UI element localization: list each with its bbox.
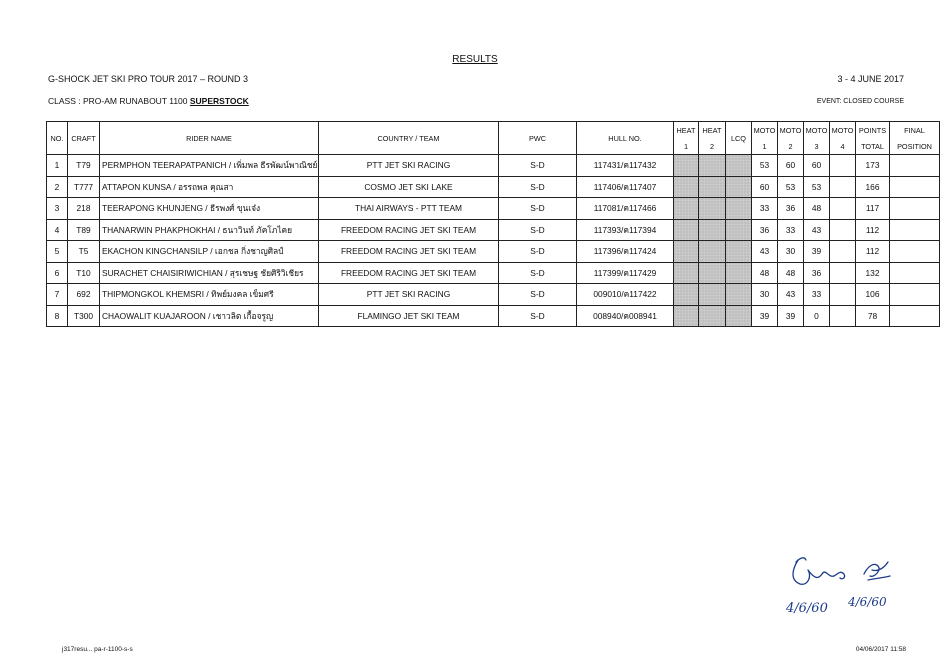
cell-moto-1: 43 (752, 241, 778, 263)
cell-moto-4 (830, 284, 856, 306)
cell-final (890, 284, 940, 306)
cell-hull: 117406/ค117407 (577, 176, 674, 198)
cell-lcq (726, 176, 752, 198)
cell-no: 5 (47, 241, 68, 263)
handwritten-signatures (778, 550, 908, 630)
cell-moto-3: 48 (804, 198, 830, 220)
cell-moto-2: 53 (778, 176, 804, 198)
cell-rider: ATTAPON KUNSA / อรรถพล คุณสา (100, 176, 319, 198)
header-position: POSITION (890, 138, 940, 155)
cell-no: 6 (47, 262, 68, 284)
header-lcq: LCQ (726, 122, 752, 155)
cell-heat-2 (699, 262, 726, 284)
cell-total: 78 (856, 305, 890, 327)
cell-moto-1: 39 (752, 305, 778, 327)
cell-hull: 117393/ค117394 (577, 219, 674, 241)
event-date: 3 - 4 JUNE 2017 (837, 74, 904, 84)
cell-moto-1: 53 (752, 155, 778, 177)
header-moto-2: MOTO (778, 122, 804, 139)
header-heat-1: HEAT (674, 122, 699, 139)
cell-lcq (726, 198, 752, 220)
cell-moto-4 (830, 241, 856, 263)
cell-heat-2 (699, 284, 726, 306)
cell-pwc: S-D (499, 176, 577, 198)
cell-team: FREEDOM RACING JET SKI TEAM (319, 219, 499, 241)
page-title: RESULTS (452, 54, 498, 65)
cell-moto-3: 36 (804, 262, 830, 284)
cell-moto-2: 30 (778, 241, 804, 263)
cell-total: 166 (856, 176, 890, 198)
table-row (47, 262, 940, 284)
cell-hull: 117081/ค117466 (577, 198, 674, 220)
cell-final (890, 219, 940, 241)
cell-pwc: S-D (499, 305, 577, 327)
cell-rider: CHAOWALIT KUAJAROON / เชาวลิต เกื้อจรูญ (100, 305, 319, 327)
cell-pwc: S-D (499, 241, 577, 263)
cell-hull: 117396/ค117424 (577, 241, 674, 263)
cell-moto-2: 33 (778, 219, 804, 241)
table-row (47, 305, 940, 327)
cell-rider: EKACHON KINGCHANSILP / เอกชล กิ่งชาญศิลป์ (100, 241, 319, 263)
cell-heat-2 (699, 176, 726, 198)
cell-craft: 218 (68, 198, 100, 220)
results-table (46, 121, 940, 327)
cell-team: FREEDOM RACING JET SKI TEAM (319, 241, 499, 263)
cell-craft: T5 (68, 241, 100, 263)
header-points: POINTS (856, 122, 890, 139)
cell-total: 117 (856, 198, 890, 220)
cell-heat-2 (699, 219, 726, 241)
cell-final (890, 176, 940, 198)
table-row (47, 155, 940, 177)
cell-total: 106 (856, 284, 890, 306)
cell-lcq (726, 241, 752, 263)
cell-pwc: S-D (499, 219, 577, 241)
cell-moto-2: 60 (778, 155, 804, 177)
footer-file-name: j317resu... pa-r-1100-s-s (62, 646, 133, 653)
cell-total: 132 (856, 262, 890, 284)
signature-stroke-2 (796, 558, 806, 562)
cell-pwc: S-D (499, 198, 577, 220)
cell-moto-1: 60 (752, 176, 778, 198)
cell-hull: 117431/ค117432 (577, 155, 674, 177)
cell-heat-1 (674, 176, 699, 198)
header-moto-1: MOTO (752, 122, 778, 139)
cell-heat-2 (699, 198, 726, 220)
header-heat-1-num: 1 (674, 138, 699, 155)
cell-moto-1: 30 (752, 284, 778, 306)
cell-team: THAI AIRWAYS - PTT TEAM (319, 198, 499, 220)
cell-heat-1 (674, 305, 699, 327)
cell-team: FLAMINGO JET SKI TEAM (319, 305, 499, 327)
cell-pwc: S-D (499, 155, 577, 177)
table-row (47, 176, 940, 198)
event-name: G-SHOCK JET SKI PRO TOUR 2017 – ROUND 3 (48, 74, 249, 84)
cell-heat-1 (674, 219, 699, 241)
header-moto-2-num: 2 (778, 138, 804, 155)
cell-heat-1 (674, 198, 699, 220)
cell-rider: PERMPHON TEERAPATPANICH / เพิ่มพล ธีรพัฒน์พาณิชย์ (100, 155, 319, 177)
cell-total: 173 (856, 155, 890, 177)
cell-final (890, 262, 940, 284)
table-row (47, 241, 940, 263)
cell-team: PTT JET SKI RACING (319, 155, 499, 177)
cell-moto-4 (830, 262, 856, 284)
cell-no: 7 (47, 284, 68, 306)
cell-pwc: S-D (499, 262, 577, 284)
cell-craft: T79 (68, 155, 100, 177)
header-country-team: COUNTRY / TEAM (319, 122, 499, 155)
cell-rider: THIPMONGKOL KHEMSRI / ทิพย์มงคล เข็มศรี (100, 284, 319, 306)
header-no: NO. (47, 122, 68, 155)
cell-moto-3: 39 (804, 241, 830, 263)
header-moto-4-num: 4 (830, 138, 856, 155)
class-highlight: SUPERSTOCK (189, 96, 249, 106)
cell-moto-3: 0 (804, 305, 830, 327)
signature-date-1: 4/6/60 (786, 601, 828, 616)
header-row-1 (47, 122, 940, 139)
cell-final (890, 305, 940, 327)
cell-team: FREEDOM RACING JET SKI TEAM (319, 262, 499, 284)
cell-moto-3: 60 (804, 155, 830, 177)
cell-moto-1: 33 (752, 198, 778, 220)
cell-hull: 008940/ค008941 (577, 305, 674, 327)
cell-pwc: S-D (499, 284, 577, 306)
cell-no: 4 (47, 219, 68, 241)
header-moto-4: MOTO (830, 122, 856, 139)
cell-craft: T300 (68, 305, 100, 327)
cell-heat-1 (674, 241, 699, 263)
cell-no: 2 (47, 176, 68, 198)
cell-heat-1 (674, 155, 699, 177)
event-type: EVENT: CLOSED COURSE (816, 98, 904, 105)
table-row (47, 198, 940, 220)
cell-total: 112 (856, 241, 890, 263)
header-moto-3: MOTO (804, 122, 830, 139)
cell-rider: TEERAPONG KHUNJENG / ธีรพงศ์ ขุนเจ๋ง (100, 198, 319, 220)
cell-moto-4 (830, 219, 856, 241)
header-craft: CRAFT (68, 122, 100, 155)
cell-no: 1 (47, 155, 68, 177)
cell-lcq (726, 262, 752, 284)
cell-team: PTT JET SKI RACING (319, 284, 499, 306)
cell-moto-4 (830, 176, 856, 198)
header-final: FINAL (890, 122, 940, 139)
cell-lcq (726, 155, 752, 177)
cell-lcq (726, 284, 752, 306)
header-total: TOTAL (856, 138, 890, 155)
cell-hull: 117399/ค117429 (577, 262, 674, 284)
cell-moto-1: 48 (752, 262, 778, 284)
cell-craft: 692 (68, 284, 100, 306)
cell-hull: 009010/ค117422 (577, 284, 674, 306)
cell-moto-4 (830, 198, 856, 220)
cell-moto-2: 48 (778, 262, 804, 284)
header-hull: HULL NO. (577, 122, 674, 155)
class-line (48, 96, 249, 106)
cell-no: 8 (47, 305, 68, 327)
cell-craft: T777 (68, 176, 100, 198)
cell-moto-2: 36 (778, 198, 804, 220)
cell-team: COSMO JET SKI LAKE (319, 176, 499, 198)
header-moto-3-num: 3 (804, 138, 830, 155)
cell-total: 112 (856, 219, 890, 241)
table-row (47, 219, 940, 241)
cell-final (890, 155, 940, 177)
header-rider: RIDER NAME (100, 122, 319, 155)
cell-rider: THANARWIN PHAKPHOKHAI / ธนาวินท์ ภัคโภไคย (100, 219, 319, 241)
signature-stroke-1 (793, 560, 845, 584)
cell-rider: SURACHET CHAISIRIWICHIAN / สุรเชษฐ ชัยศิริวิเชียร (100, 262, 319, 284)
cell-final (890, 241, 940, 263)
header-pwc: PWC (499, 122, 577, 155)
cell-moto-2: 43 (778, 284, 804, 306)
cell-heat-2 (699, 305, 726, 327)
cell-moto-3: 53 (804, 176, 830, 198)
signature-date-2: 4/6/60 (848, 595, 887, 609)
class-prefix: CLASS : PRO-AM RUNABOUT 1100 (48, 96, 190, 106)
header-moto-1-num: 1 (752, 138, 778, 155)
cell-moto-4 (830, 305, 856, 327)
cell-no: 3 (47, 198, 68, 220)
cell-craft: T10 (68, 262, 100, 284)
cell-moto-3: 33 (804, 284, 830, 306)
footer-timestamp: 04/06/2017 11:58 (855, 646, 906, 653)
cell-lcq (726, 219, 752, 241)
cell-lcq (726, 305, 752, 327)
cell-heat-1 (674, 262, 699, 284)
cell-final (890, 198, 940, 220)
table-row (47, 284, 940, 306)
cell-moto-3: 43 (804, 219, 830, 241)
signature-stroke-3 (864, 562, 890, 580)
cell-craft: T89 (68, 219, 100, 241)
cell-heat-2 (699, 241, 726, 263)
cell-heat-2 (699, 155, 726, 177)
cell-heat-1 (674, 284, 699, 306)
cell-moto-2: 39 (778, 305, 804, 327)
header-heat-2-num: 2 (699, 138, 726, 155)
cell-moto-1: 36 (752, 219, 778, 241)
cell-moto-4 (830, 155, 856, 177)
header-heat-2: HEAT (699, 122, 726, 139)
